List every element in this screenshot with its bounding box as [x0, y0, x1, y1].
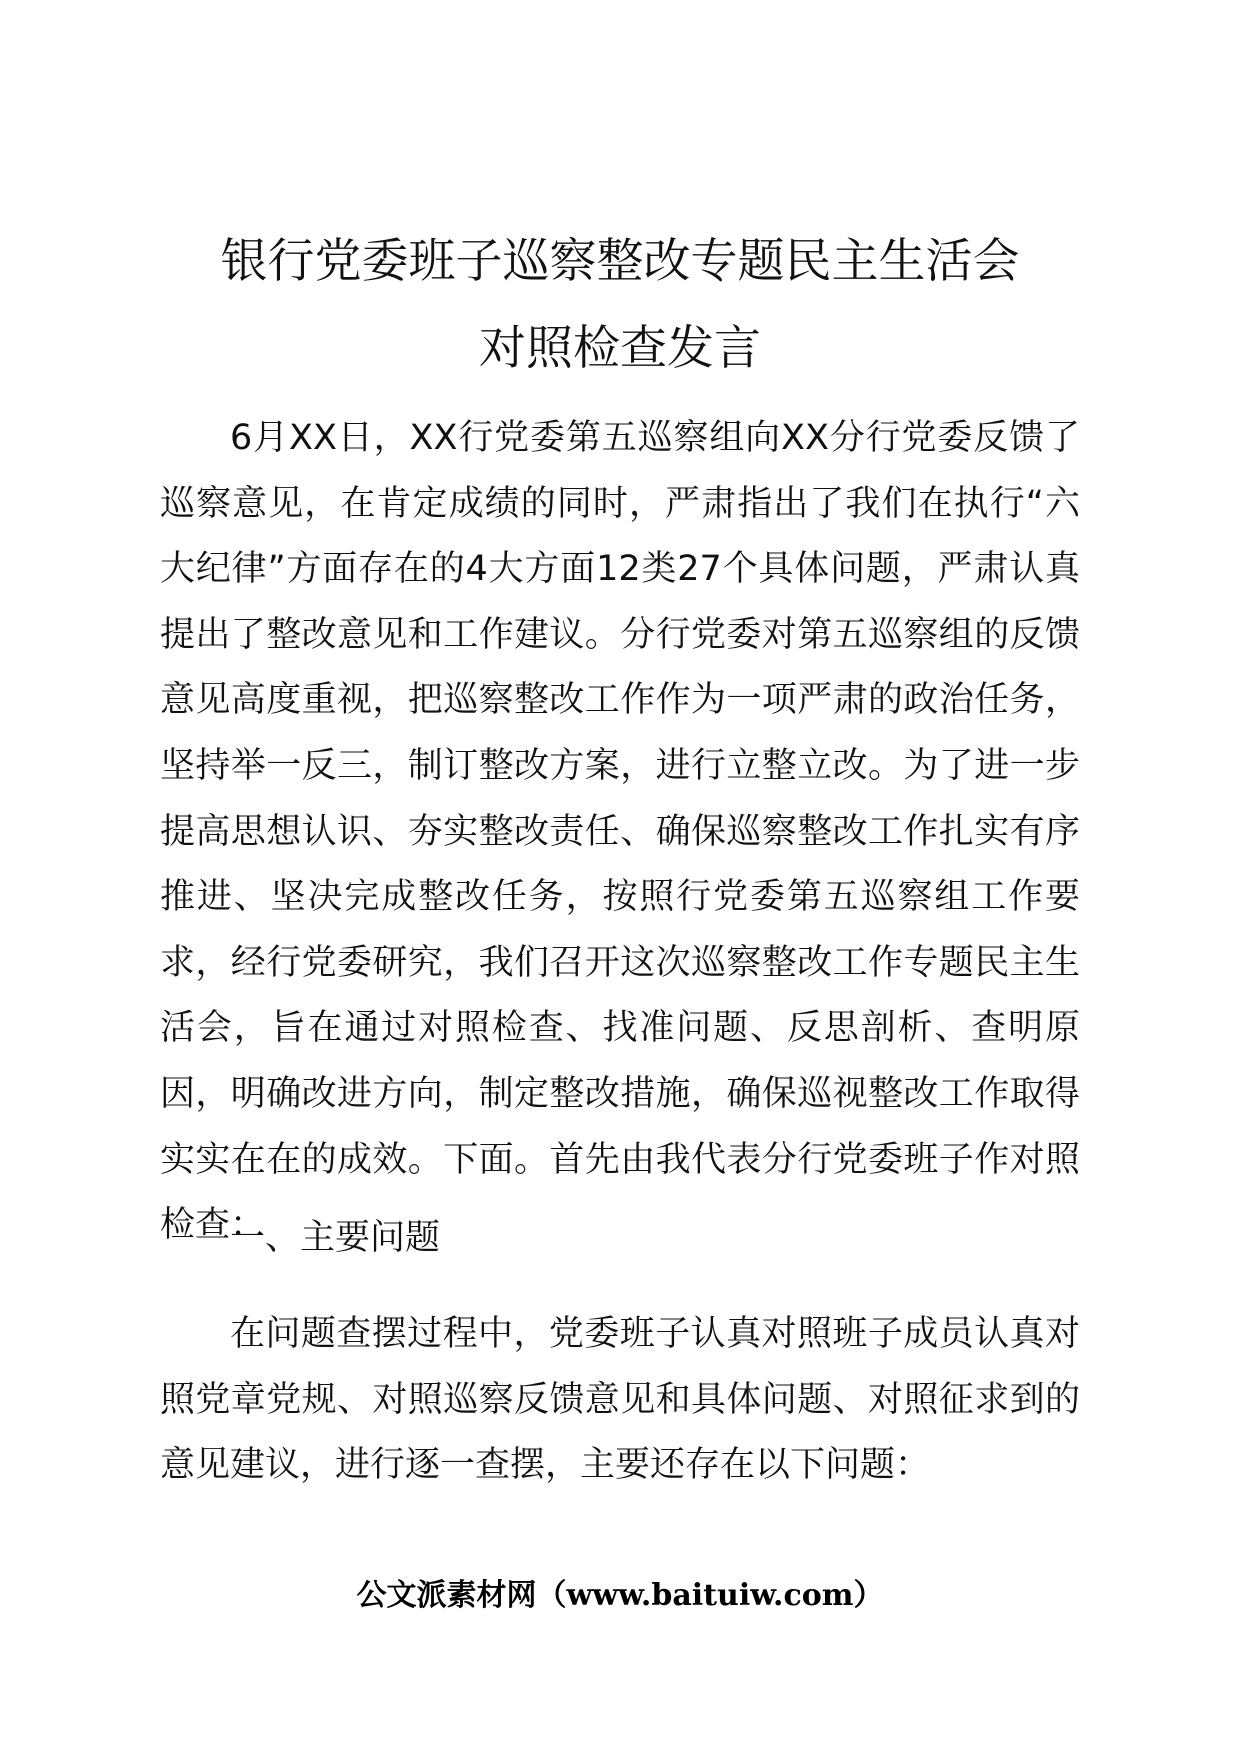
intro-paragraph-block — [160, 406, 1080, 1259]
problems-paragraph: 在问题查摆过程中，党委班子认真对照班子成员认真对照党章党规、对照巡察反馈意见和具体问题、对照征求到的意见建议，进行逐一查摆，主要还存在以下问题： — [160, 1314, 1080, 1486]
document-title-line-1: 银行党委班子巡察整改专题民主生活会 — [220, 234, 1020, 289]
problems-paragraph-block — [160, 1302, 1080, 1499]
footer-watermark: 公文派素材网（www.baituiw.com） — [356, 1578, 884, 1613]
intro-paragraph: 6月XX日，XX行党委第五巡察组向XX分行党委反馈了巡察意见，在肯定成绩的同时，严肃指出了我们在执行“六大纪律”方面存在的4大方面12类27个具体问题，严肃认真提出了整改意见和工作建议。分行党委对第五巡察组的反馈意见高度重视，把巡察整改工作作为一项严肃的政治任务，坚持举一反三，制订整改方案，进行立整立改。为了进一步提高思想认识、夯实整改责任、确保巡察整改工作扎实有序推进、坚决完成整改任务，按照行党委第五巡察组工作要求，经行党委研究，我们召开这次巡察整改工作专题民主生活会，旨在通过对照检查、找准问题、反思剖析、查明原因，明确改进方向，制定整改措施，确保巡视整改工作取得实实在在的成效。下面。首先由我代表分行党委班子作对照检查： — [160, 418, 1080, 1246]
section-heading: 一、主要问题 — [230, 1218, 441, 1258]
document-title-line-2: 对照检查发言 — [479, 321, 761, 376]
section-heading-block — [160, 1206, 1080, 1272]
